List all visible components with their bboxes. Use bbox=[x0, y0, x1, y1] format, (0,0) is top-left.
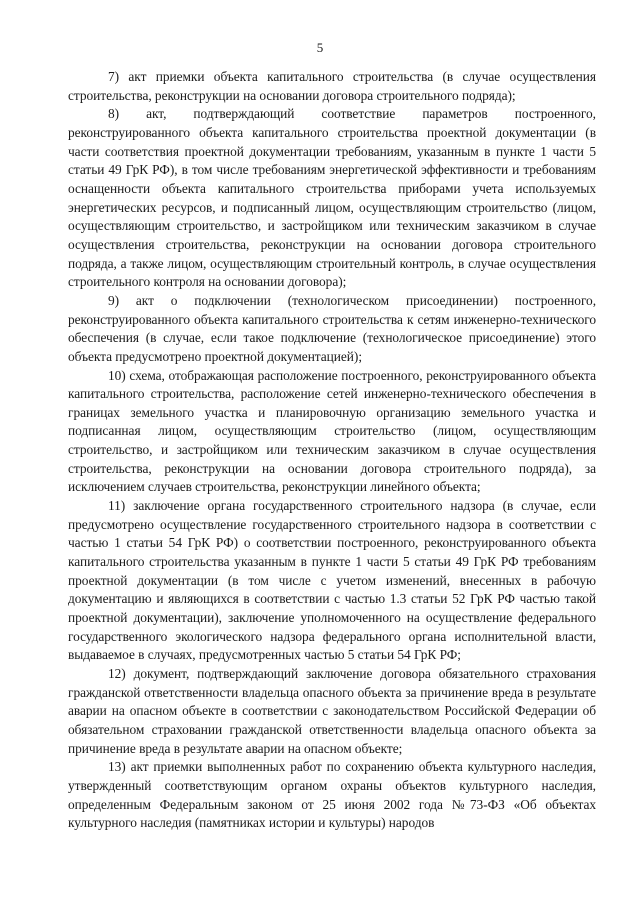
paragraph-item-13: 13) акт приемки выполненных работ по сохранению объекта культурного наследия, утвержденный соответствующим органом охраны объектов культурного наследия, определенным Федеральным законом от 25 июня 2002 года №73-ФЗ «Об объектах культурного наследия (памятниках истории и культуры) народов bbox=[68, 759, 596, 831]
page-number: 5 bbox=[316, 40, 324, 55]
document-body bbox=[68, 68, 596, 833]
paragraph-item-8: 8) акт, подтверждающий соответствие параметров построенного, реконструированного объекта капитального строительства проектной документации (в части соответствия проектной документации требованиям, указанным в пункте 1 части 5 статьи 49 ГрК РФ), в том числе требованиям энергетической эффективности и требованиям оснащенности объекта капитального строительства приборами учета используемых энергетических ресурсов, и подписанный лицом, осуществляющим строительство (лицом, осуществляющим строительство, и застройщиком или техническим заказчиком в случае осуществления строительства, реконструкции на основании договора строительного подряда, а также лицом, осуществляющим строительный контроль, в случае осуществления строительного контроля на основании договора); bbox=[68, 106, 596, 290]
paragraph-item-7: 7) акт приемки объекта капитального строительства (в случае осуществления строительства, реконструкции на основании договора строительного подряда); bbox=[68, 69, 596, 103]
paragraph-item-10: 10) схема, отображающая расположение построенного, реконструированного объекта капитального строительства, расположение сетей инженерно-технического обеспечения в границах земельного участка и планировочную организацию земельного участка и подписанная лицом, осуществляющим строительство (лицом, осуществляющим строительство, и застройщиком или техническим заказчиком в случае осуществления строительства, реконструкции на основании договора строительного подряда), за исключением случаев строительства, реконструкции линейного объекта; bbox=[68, 367, 596, 495]
paragraph-item-11: 11) заключение органа государственного строительного надзора (в случае, если предусмотрено осуществление государственного строительного надзора в соответствии с частью 1 статьи 54 ГрК РФ) о соответствии построенного, реконструированного объекта капитального строительства указанным в пункте 1 части 5 статьи 49 ГрК РФ требованиям проектной документации (в том числе с учетом изменений, внесенных в рабочую документацию и являющихся в соответствии с частью 1.3 статьи 52 ГрК РФ частью такой проектной документации), заключение уполномоченного на осуществление федерального государственного экологического надзора федерального органа исполнительной власти, выдаваемое в случаях, предусмотренных частью 5 статьи 54 ГрК РФ; bbox=[68, 498, 596, 663]
paragraph-item-9: 9) акт о подключении (технологическом присоединении) построенного, реконструированного объекта капитального строительства к сетям инженерно-технического обеспечения (в случае, если такое подключение (технологическое присоединение) этого объекта предусмотрено проектной документацией); bbox=[68, 292, 596, 364]
paragraph-item-12: 12) документ, подтверждающий заключение договора обязательного страхования гражданской ответственности владельца опасного объекта за причинение вреда в результате аварии на опасном объекте в соответствии с законодательством Российской Федерации об обязательном страховании гражданской ответственности владельца опасного объекта за причинение вреда в результате аварии на опасном объекте; bbox=[68, 666, 596, 756]
